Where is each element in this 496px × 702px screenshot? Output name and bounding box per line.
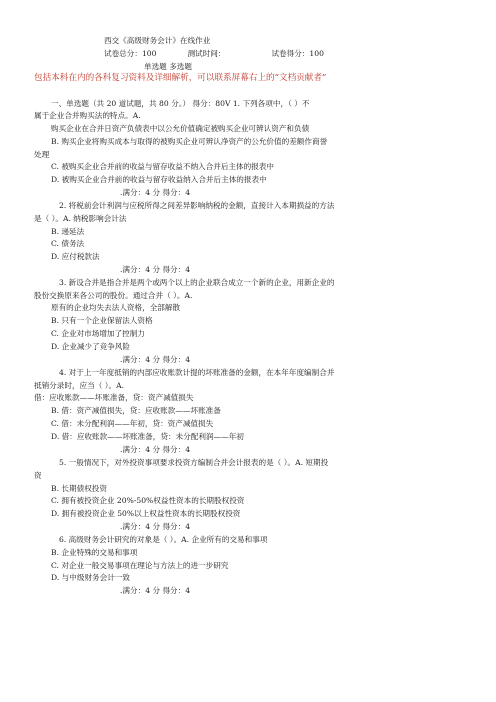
- q3-score: .满分：4 分 得分：4: [120, 355, 191, 364]
- q3-option-b: B. 只有一个企业保留法人资格: [51, 316, 153, 325]
- q2-option-c: C. 债务法: [51, 239, 85, 248]
- q4-stem-cont: 抵销分录时，应当（ ）。A.: [34, 381, 125, 390]
- q5-option-c: C. 拥有被投资企业 20%-50%权益性资本的长期股权投资: [51, 496, 245, 505]
- q1-option-b-cont: 处理: [34, 150, 50, 159]
- q2-score: .满分：4 分 得分：4: [120, 265, 191, 274]
- q1-score: .满分：4 分 得分：4: [120, 188, 191, 197]
- q6-option-b: B. 企业特殊的交易和事项: [51, 548, 138, 557]
- q1-option-a: 购买企业在合并日资产负债表中以公允价值确定被购买企业可辨认资产和负债: [51, 124, 310, 133]
- q4-option-c: C. 借：未分配利润——年初，贷：资产减值损失: [51, 419, 214, 428]
- score-info: [104, 48, 324, 59]
- q1-option-c: C. 被购买企业合并前的收益与留存收益不纳入合并后主体的报表中: [51, 162, 274, 171]
- q3-option-d: D. 企业减少了竞争风险: [51, 342, 130, 351]
- q6-option-c: C. 对企业一般交易事项在理论与方法上的进一步研究: [51, 561, 229, 570]
- q1-option-d: D. 被购买企业合并前的收益与留存收益纳入合并后主体的报表中: [51, 175, 267, 184]
- paper-score: 试卷得分：100: [271, 49, 324, 58]
- q2-stem: 2. 将税前会计利润与应税所得之间差异影响纳税的金额，直接计入本期损益的方法: [59, 201, 335, 210]
- q3-option-a: 原有的企业均失去法人资格，全部解散: [51, 303, 181, 312]
- q4-option-d: D. 借：应收账款——坏账准备，贷：未分配利润——年初: [51, 432, 244, 441]
- q3-stem: 3. 新设合并是指合并是两个或两个以上的企业联合成立一个新的企业，用新企业的: [59, 278, 335, 287]
- total-score: 试卷总分：100: [104, 49, 157, 58]
- q3-option-c: C. 企业对市场增加了控制力: [51, 329, 145, 338]
- q1-option-b: B. 购买企业将购买成本与取得的被购买企业可辨认净资产的公允价值的差额作商誉: [51, 137, 328, 146]
- q4-option-b: B. 借：资产减值损失，贷：应收账款——坏账准备: [51, 406, 221, 415]
- q5-option-d: D. 拥有被投资企业 50%以上权益性资本的长期股权投资: [51, 509, 241, 518]
- q5-stem: 5. 一般情况下，对外投资事项要求投资方编制合并会计报表的是（ ）。A. 短期投: [59, 458, 329, 467]
- q4-option-a: 借：应收账款——坏账准备，贷：资产减值损失: [34, 393, 194, 402]
- document-title: 西交《高级财务会计》在线作业: [104, 36, 211, 45]
- q6-option-d: D. 与中级财务会计一致: [51, 573, 130, 582]
- q3-stem-cont: 股份交换原来各公司的股份。通过合并（ ）。A.: [34, 291, 193, 300]
- q4-stem: 4. 对于上一年度抵销的内部应收账款计提的坏账准备的金额，在本年年度编制合并: [59, 368, 335, 377]
- q5-option-b: B. 长期债权投资: [51, 484, 107, 493]
- q2-stem-cont: 是（ ）。A. 纳税影响会计法: [34, 214, 127, 223]
- section-heading-cont: 属于企业合并购买法的特点。A.: [34, 111, 141, 120]
- contributor-notice: 包括本科在内的各科复习资料及详细解析，可以联系屏幕右上的“文档贡献者”: [34, 73, 327, 83]
- q4-score: .满分：4 分 得分：4: [120, 445, 191, 454]
- q2-option-d: D. 应付税款法: [51, 252, 100, 261]
- q2-option-b: B. 递延法: [51, 227, 85, 236]
- section-tabs: 单选题 多选题: [144, 62, 192, 71]
- test-time: 测试时间：: [187, 49, 226, 58]
- q6-stem: 6. 高级财务会计研究的对象是（ ）。A. 企业所有的交易和事项: [59, 535, 268, 544]
- q5-stem-cont: 资: [34, 471, 42, 480]
- q5-score: .满分：4 分 得分：4: [120, 522, 191, 531]
- section-heading: 一、单选题（共 20 道试题，共 80 分。） 得分：80V 1. 下列各项中，（ ）不: [51, 99, 310, 108]
- q6-score: .满分：4 分 得分：4: [120, 586, 191, 595]
